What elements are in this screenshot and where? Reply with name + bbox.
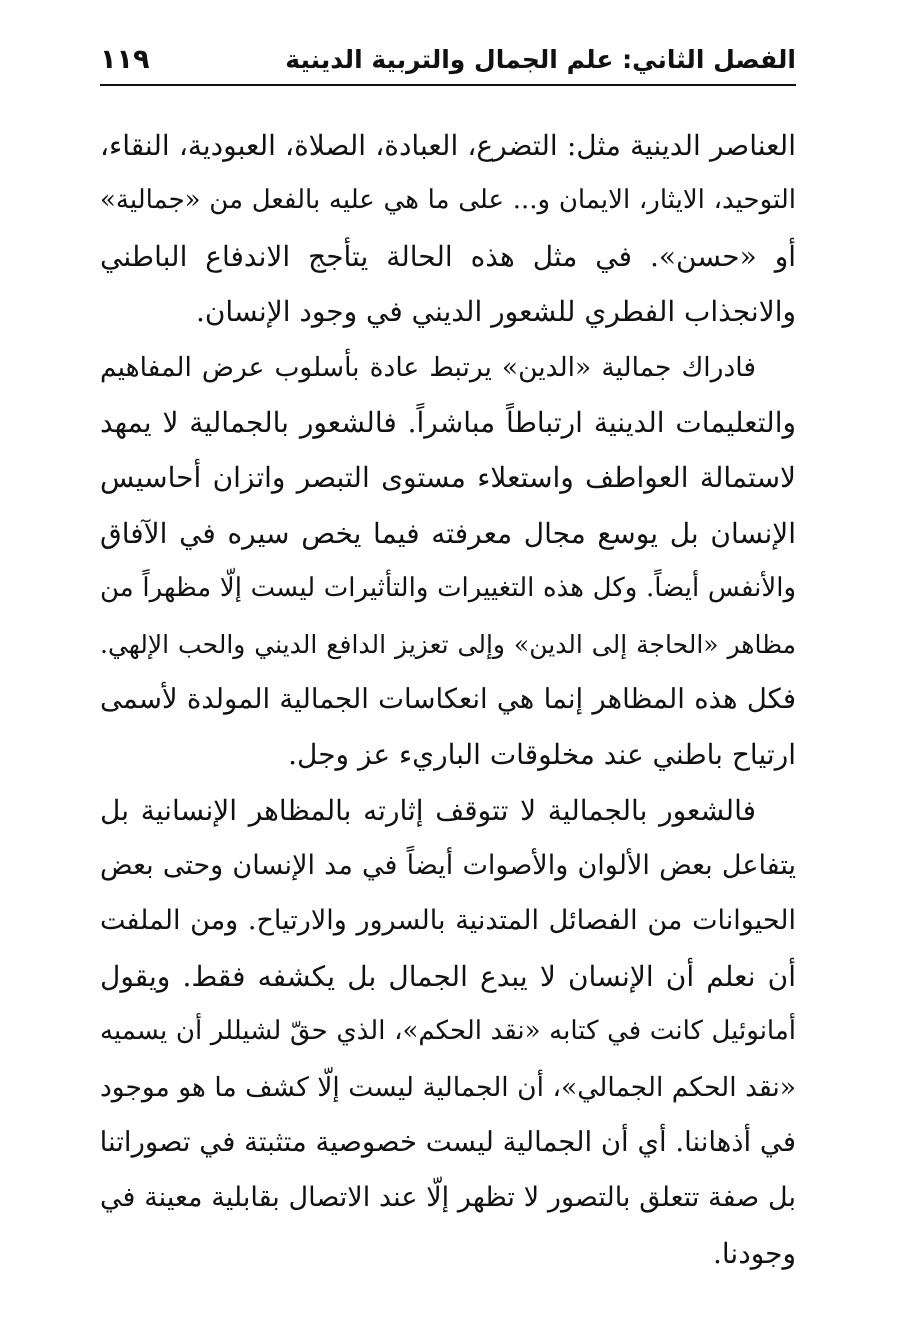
text-line: «نقد الحكم الجمالي»، أن الجمالية ليست إلّا كشف ما هو موجود xyxy=(100,1071,796,1103)
text-line: والتعليمات الدينية ارتباطاً مباشراً. فالشعور بالجمالية لا يمهد xyxy=(100,405,796,439)
text-line: بل صفة تتعلق بالتصور لا تظهر إلّا عند الاتصال بقابلية معينة في xyxy=(100,1182,796,1214)
running-title: الفصل الثاني: علم الجمال والتربية الدينية xyxy=(285,44,796,74)
text-line: والانجذاب الفطري للشعور الديني في وجود الإنسان. xyxy=(195,295,796,329)
text-line: أو «حسن». في مثل هذه الحالة يتأجج الاندفاع الباطني xyxy=(100,239,796,273)
text-line: فكل هذه المظاهر إنما هي انعكاسات الجمالية المولدة لأسمى xyxy=(100,682,796,715)
body-text xyxy=(100,118,796,1281)
page-number: ١١٩ xyxy=(100,43,150,75)
text-line: مظاهر «الحاجة إلى الدين» وإلى تعزيز الدافع الديني والحب الإلهي. xyxy=(100,629,796,659)
text-line: والأنفس أيضاً. وكل هذه التغييرات والتأثيرات ليست إلّا مظهراً من xyxy=(100,573,796,604)
text-line: ارتياح باطني عند مخلوقات الباريء عز وجل. xyxy=(288,738,796,772)
text-line: أمانوئيل كانت في كتابه «نقد الحكم»، الذي حقّ لشيللر أن يسميه xyxy=(100,1016,796,1047)
text-line: العناصر الدينية مثل: التضرع، العبادة، الصلاة، العبودية، النقاء، xyxy=(100,129,796,162)
text-line: في أذهاننا. أي أن الجمالية ليست خصوصية متثبتة في تصوراتنا xyxy=(100,1126,796,1159)
header-divider xyxy=(100,84,796,86)
text-line: لاستمالة العواطف واستعلاء مستوى التبصر واتزان أحاسيس xyxy=(100,461,796,495)
text-line: التوحيد، الايثار، الايمان و... على ما هي عليه بالفعل من «جمالية» xyxy=(100,185,796,216)
text-line: الإنسان بل يوسع مجال معرفته فيما يخص سيره في الآفاق xyxy=(100,516,796,550)
text-line: الحيوانات من الفصائل المتدنية بالسرور والارتياح. ومن الملفت xyxy=(100,905,796,937)
text-line: فادراك جمالية «الدين» يرتبط عادة بأسلوب عرض المفاهيم xyxy=(100,351,756,383)
page-header xyxy=(100,38,796,80)
text-line: أن نعلم أن الإنسان لا يبدع الجمال بل يكشفه فقط. ويقول xyxy=(100,959,796,993)
text-line: يتفاعل بعض الألوان والأصوات أيضاً في مد الإنسان وحتى بعض xyxy=(100,850,796,882)
text-line: وجودنا. xyxy=(713,1236,796,1270)
text-line: فالشعور بالجمالية لا تتوقف إثارته بالمظاهر الإنسانية بل xyxy=(100,793,756,827)
